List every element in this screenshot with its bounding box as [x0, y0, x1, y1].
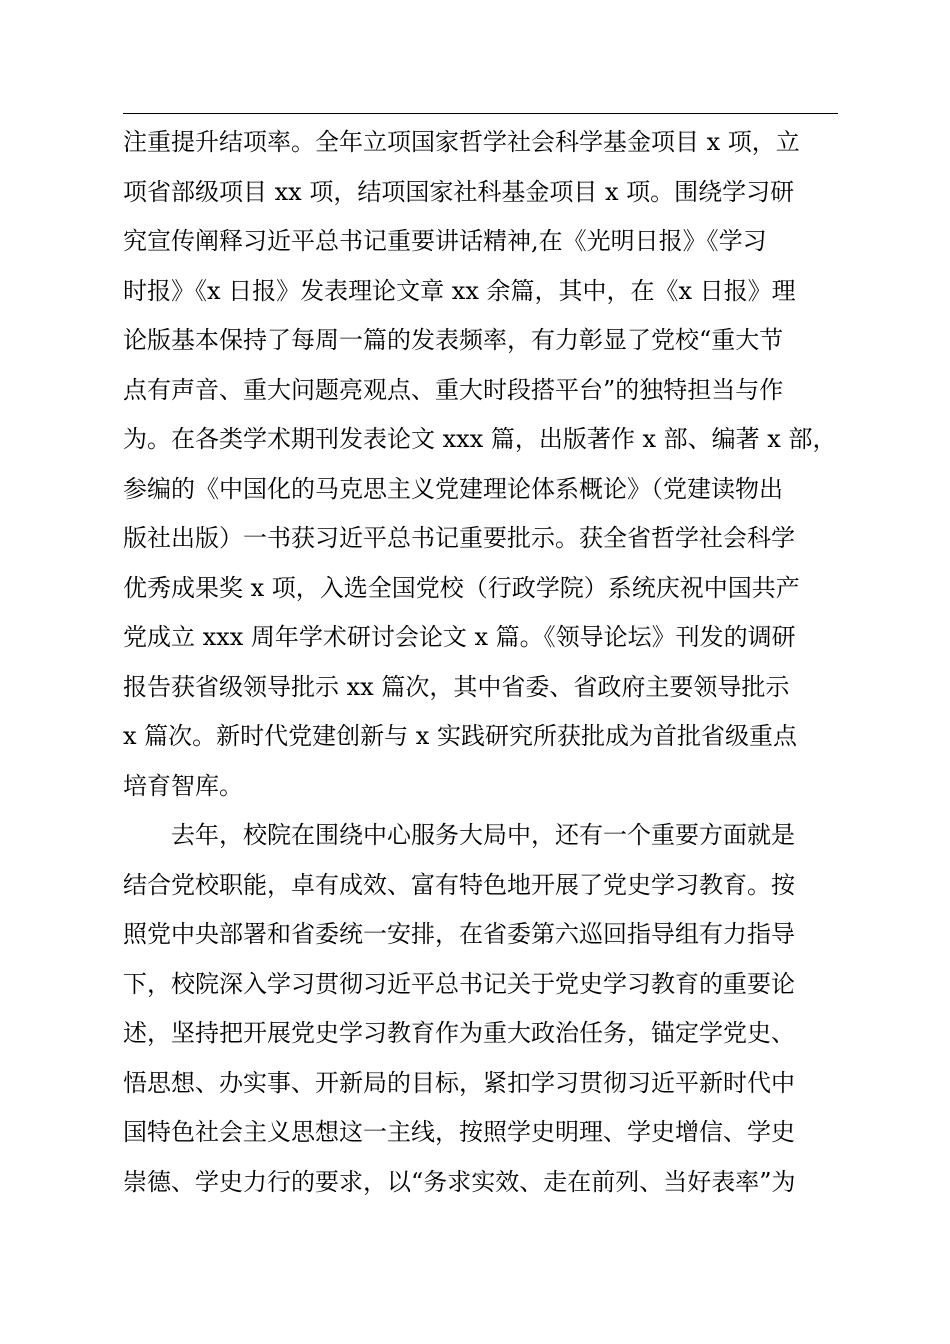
text-line: 时报》《x 日报》发表理论文章 xx 余篇，其中，在《x 日报》理	[123, 276, 796, 305]
text-line: 为。在各类学术期刊发表论文 xxx 篇，出版著作 x 部、编著 x 部，	[123, 425, 837, 453]
text-line: 党成立 xxx 周年学术研讨会论文 x 篇。《领导论坛》刊发的调研	[123, 623, 796, 651]
text-line-indented: 去年，校院在围绕中心服务大局中，还有一个重要方面就是	[171, 821, 795, 849]
text-line: 悟思想、办实事、开新局的目标，紧扣学习贯彻习近平新时代中	[123, 1068, 795, 1097]
text-line: x 篇次。新时代党建创新与 x 实践研究所获批成为首批省级重点	[123, 722, 797, 750]
text-line: 崇德、学史力行的要求，以“务求实效、走在前列、当好表率”为	[123, 1167, 796, 1196]
text-line: 下，校院深入学习贯彻习近平总书记关于党史学习教育的重要论	[123, 969, 795, 998]
text-line: 究宣传阐释习近平总书记重要讲话精神,在《光明日报》《学习	[123, 227, 767, 255]
header-rule	[123, 113, 838, 114]
paragraph-2	[123, 811, 843, 1207]
text-line: 报告获省级领导批示 xx 篇次，其中省委、省政府主要领导批示	[123, 672, 790, 701]
text-line: 论版基本保持了每周一篇的发表频率，有力彰显了党校“重大节	[123, 326, 784, 354]
text-line: 版社出版）一书获习近平总书记重要批示。获全省哲学社会科学	[123, 524, 795, 552]
text-line: 培育智库。	[123, 771, 243, 800]
text-line: 参编的《中国化的马克思主义党建理论体系概论》（党建读物出	[123, 474, 783, 503]
text-line: 注重提升结项率。全年立项国家哲学社会科学基金项目 x 项，立	[123, 128, 800, 156]
text-line: 点有声音、重大问题亮观点、重大时段搭平台”的独特担当与作	[123, 375, 784, 404]
paragraph-1	[123, 118, 843, 811]
document-body	[123, 118, 843, 1207]
text-line: 述，坚持把开展党史学习教育作为重大政治任务，锚定学党史、	[123, 1019, 795, 1047]
text-line: 国特色社会主义思想这一主线，按照学史明理、学史增信、学史	[123, 1118, 795, 1146]
text-line: 照党中央部署和省委统一安排，在省委第六巡回指导组有力指导	[123, 920, 795, 948]
text-line: 优秀成果奖 x 项，入选全国党校（行政学院）系统庆祝中国共产	[123, 573, 800, 602]
text-line: 项省部级项目 xx 项，结项国家社科基金项目 x 项。围绕学习研	[123, 177, 795, 206]
text-line: 结合党校职能，卓有成效、富有特色地开展了党史学习教育。按	[123, 870, 795, 899]
